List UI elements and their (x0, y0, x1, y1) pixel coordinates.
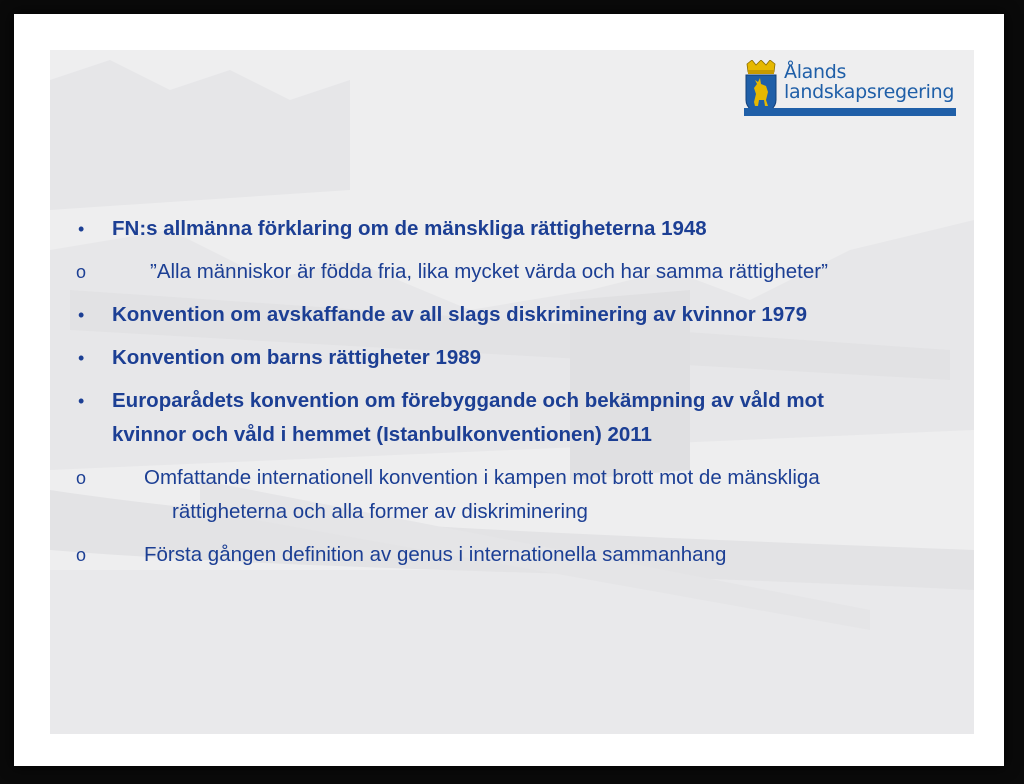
list-item-text: ”Alla människor är födda fria, lika mycket värda och har samma rättigheter” (150, 260, 828, 283)
bullet-marker: • (78, 219, 85, 239)
alands-landskapsregering-logo (744, 60, 960, 120)
logo-line-1: Ålands (784, 61, 847, 83)
sub-bullet-marker: o (76, 468, 87, 488)
list-item-text: Konvention om avskaffande av all slags diskriminering av kvinnor 1979 (112, 303, 807, 326)
bullet-marker: • (78, 391, 85, 411)
list-item-text-line-1: Omfattande internationell konvention i kampen mot brott mot de mänskliga (144, 466, 820, 489)
list-item-text: FN:s allmänna förklaring om de mänskliga rättigheterna 1948 (112, 217, 707, 240)
list-item-text: Första gången definition av genus i internationella sammanhang (144, 543, 727, 566)
list-item-text-line-2: kvinnor och våld i hemmet (Istanbulkonventionen) 2011 (112, 423, 652, 446)
sub-bullet-marker: o (76, 545, 87, 565)
sub-bullet-marker: o (76, 262, 87, 282)
logo-underline-bar (744, 108, 956, 116)
list-item-text-line-1: Europarådets konvention om förebyggande och bekämpning av våld mot (112, 389, 824, 412)
slide (14, 14, 1004, 766)
bullet-marker: • (78, 348, 85, 368)
logo-line-2: landskapsregering (784, 81, 955, 103)
list-item-text-line-2: rättigheterna och alla former av diskriminering (172, 500, 588, 523)
bullet-marker: • (78, 305, 85, 325)
logo-wordmark (784, 62, 954, 102)
list-item-text: Konvention om barns rättigheter 1989 (112, 346, 482, 369)
